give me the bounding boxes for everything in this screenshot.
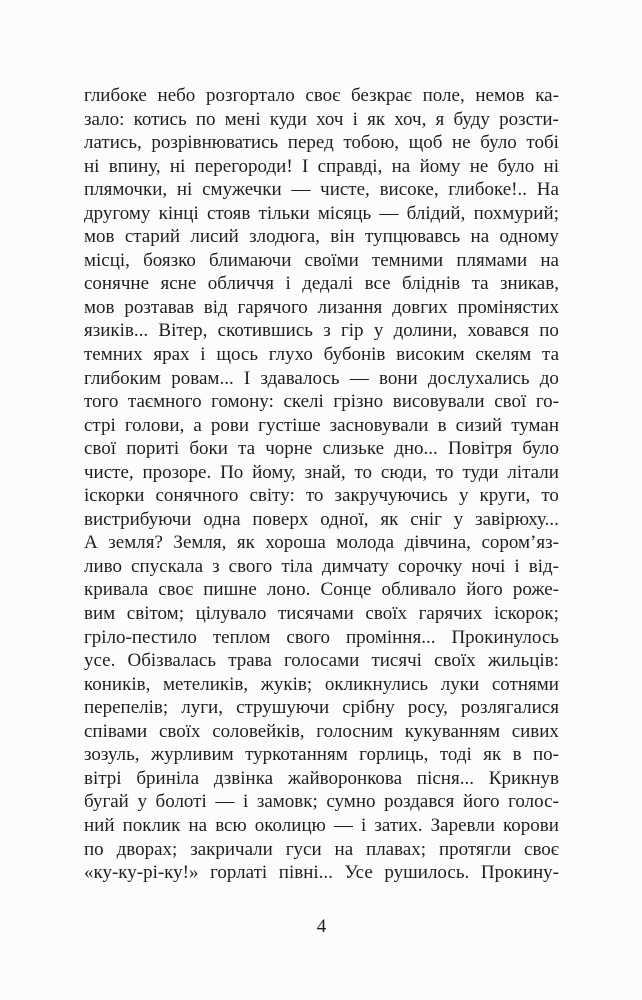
text-line: стрі голови, а рови густіше засновували в сизий туман xyxy=(84,414,559,436)
text-line: мов старий лисий злодюга, він тупцювавсь на одному xyxy=(84,226,559,248)
text-line: ливо спускала з свого тіла димчату сорочку ночі і від- xyxy=(84,555,559,577)
text-line: вим світом; цілувало тисячами своїх гарячих іскорок; xyxy=(84,603,559,625)
text-line: мов розтавав від гарячого лизання довгих промінястих xyxy=(84,296,559,318)
text-line: темних ярах і щось глухо бубонів високим скелям та xyxy=(84,344,559,366)
text-line: іскорки сонячного світу: то закручуючись у круги, то xyxy=(84,485,559,507)
text-line: свої пориті боки та чорне слизьке дно... Повітря було xyxy=(84,438,559,460)
text-line: бугай у болоті — і замовк; сумно роздався його голос- xyxy=(84,791,559,813)
text-line: по дворах; закричали гуси на плавах; протягли своє xyxy=(84,838,559,860)
text-line: зало: котись по мені куди хоч і як хоч, я буду розсти- xyxy=(84,108,559,130)
text-line: чисте, прозоре. По йому, знай, то сюди, то туди літали xyxy=(84,461,559,483)
text-line: «ку-ку-рі-ку!» горлаті півні... Усе рушилось. Прокину- xyxy=(84,862,559,884)
text-line: ний поклик на всю околицю — і затих. Заревли корови xyxy=(84,814,559,836)
text-line: коників, метеликів, жуків; окликнулись луки сотнями xyxy=(84,673,559,695)
text-line: сонячне ясне обличчя і дедалі все бліднів та зникав, xyxy=(84,273,559,295)
text-line: того таємного гомону: скелі грізно висовували свої го- xyxy=(84,391,559,413)
text-line: глибоке небо розгортало своє безкрає поле, немов ка- xyxy=(84,85,559,106)
text-line: глибоким ровам... І здавалось — вони дослухались до xyxy=(84,367,559,389)
text-line: плямочки, ні смужечки — чисте, високе, глибоке!.. На xyxy=(84,179,559,201)
page-text-block xyxy=(84,84,559,885)
text-line: ні впину, ні перегороди! І справді, на йому не було ні xyxy=(84,155,559,177)
text-line: другому кінці стояв тільки місяць — блідий, похмурий; xyxy=(84,202,559,224)
text-line: співами своїх соловейків, голосним кукуванням сивих xyxy=(84,720,559,742)
text-line: латись, розрівнюватись перед тобою, щоб не було тобі xyxy=(84,132,559,154)
text-line: зозуль, журливим туркотанням горлиць, тоді як в по- xyxy=(84,744,559,766)
text-line: язиків... Вітер, скотившись з гір у долини, ховався по xyxy=(84,320,559,342)
text-line: гріло-пестило теплом свого проміння... Прокинулось xyxy=(84,626,559,648)
text-line: місці, боязко блимаючи своїми темними плямами на xyxy=(84,249,559,271)
text-line: вітрі бриніла дзвінка жайворонкова пісня... Крикнув xyxy=(84,767,559,789)
text-line: кривала своє пишне лоно. Сонце обливало його роже- xyxy=(84,579,559,601)
page-number: 4 xyxy=(316,916,327,937)
text-line: перепелів; луги, струшуючи срібну росу, розлягалися xyxy=(84,697,559,719)
text-line: А земля? Земля, як хороша молода дівчина, сором’яз- xyxy=(84,532,559,554)
text-line: усе. Обізвалась трава голосами тисячі своїх жильців: xyxy=(84,650,559,672)
text-line: вистрибуючи одна поверх одної, як сніг у завірюху... xyxy=(84,508,559,530)
